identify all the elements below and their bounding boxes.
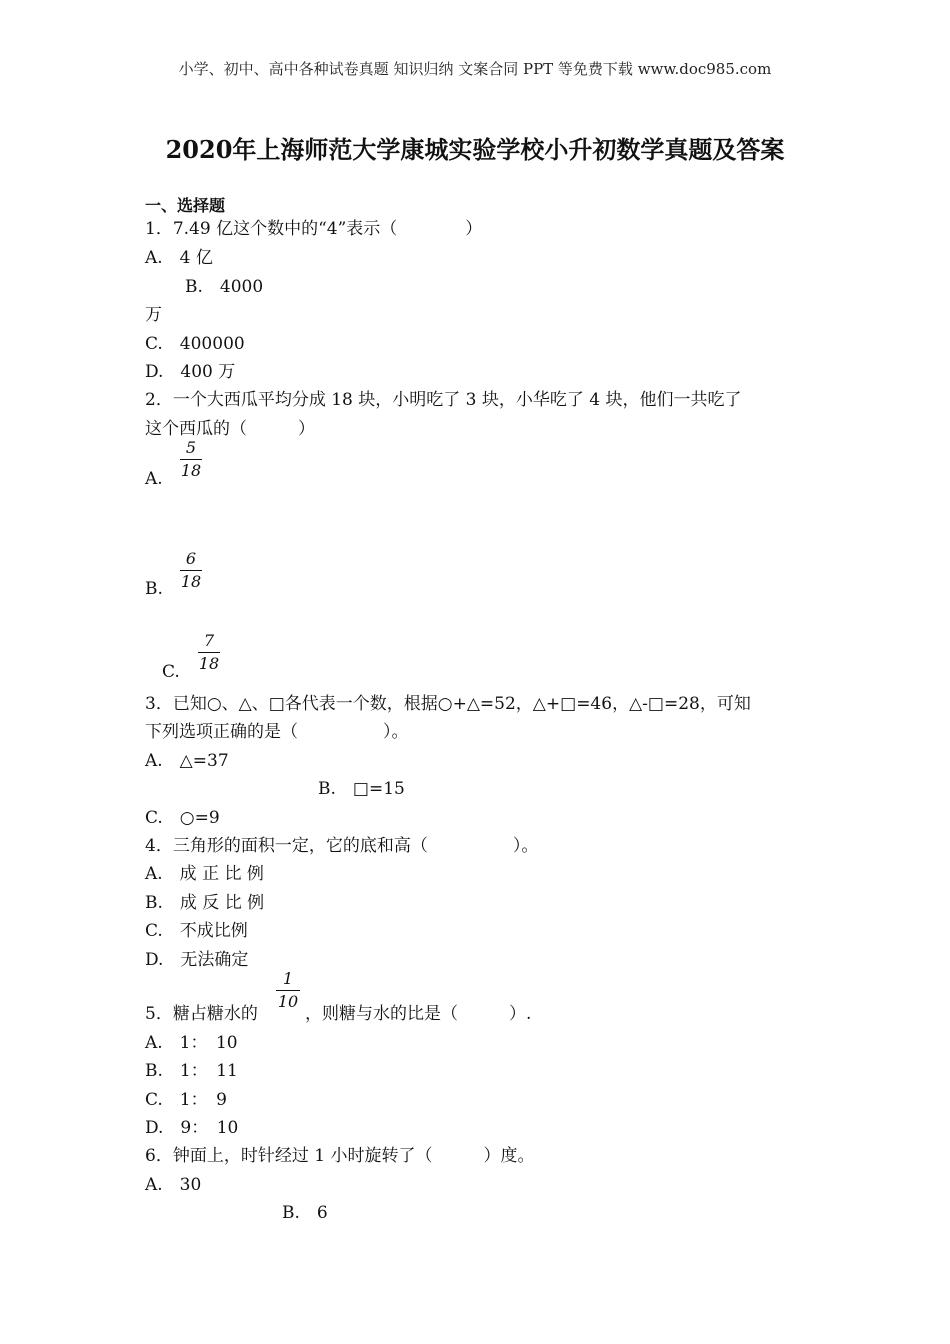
q1-option-a: A. 4 亿: [145, 248, 213, 268]
q3-option-a: A. △=37: [145, 751, 229, 771]
fraction-numerator: 5: [185, 438, 197, 457]
q3-option-c: C. ○=9: [145, 808, 220, 828]
q2-option-b-label: B.: [145, 579, 163, 599]
q1-option-b-continued: 万: [145, 305, 162, 325]
q3-option-b: B. □=15: [318, 779, 405, 799]
q2-option-c-fraction: [198, 631, 220, 674]
q2-stem-line1: 2．一个大西瓜平均分成 18 块，小明吃了 3 块，小华吃了 4 块，他们一共吃了: [145, 390, 742, 410]
q6-stem: 6．钟面上，时针经过 1 小时旋转了（ ）度。: [145, 1146, 535, 1166]
fraction-denominator: 18: [180, 461, 202, 480]
fraction-denominator: 18: [180, 572, 202, 591]
fraction-denominator: 18: [198, 654, 220, 673]
q5-option-c: C. 1： 9: [145, 1090, 227, 1110]
q5-fraction: [276, 969, 300, 1012]
q5-stem-prefix: 5．糖占糖水的: [145, 1004, 258, 1024]
fraction-bar: [198, 652, 220, 653]
q1-option-d: D. 400 万: [145, 362, 236, 382]
section-heading: 一、选择题: [145, 196, 226, 215]
fraction-bar: [180, 570, 202, 571]
q3-stem-line2: 下列选项正确的是（ ）。: [145, 722, 409, 742]
q5-option-d: D. 9： 10: [145, 1118, 239, 1138]
fraction-denominator: 10: [277, 992, 299, 1011]
q1-option-c: C. 400000: [145, 334, 245, 354]
page-header: 小学、初中、高中各种试卷真题 知识归纳 文案合同 PPT 等免费下载 www.doc985.com: [178, 60, 772, 78]
fraction-numerator: 6: [185, 549, 197, 568]
q3-stem-line1: 3．已知○、△、□各代表一个数，根据○+△=52，△+□=46，△-□=28，可知: [145, 694, 751, 714]
q2-option-a-fraction: [180, 438, 202, 481]
q6-option-b: B. 6: [282, 1203, 328, 1223]
q6-option-a: A. 30: [145, 1175, 202, 1195]
q2-option-a-label: A.: [145, 469, 163, 489]
q4-option-b: B. 成 反 比 例: [145, 893, 265, 913]
q1-option-b: B. 4000: [185, 277, 264, 297]
q4-option-c: C. 不成比例: [145, 921, 248, 941]
q4-stem: 4．三角形的面积一定，它的底和高（ ）。: [145, 836, 539, 856]
fraction-bar: [276, 990, 300, 991]
q4-option-a: A. 成 正 比 例: [145, 864, 264, 884]
q5-stem-suffix: ，则糖与水的比是（ ）.: [305, 1004, 532, 1024]
fraction-numerator: 7: [203, 631, 215, 650]
q2-stem-line2: 这个西瓜的（ ）: [145, 419, 315, 439]
q5-option-a: A. 1： 10: [145, 1033, 238, 1053]
q5-option-b: B. 1： 11: [145, 1061, 238, 1081]
fraction-bar: [180, 459, 202, 460]
fraction-numerator: 1: [282, 969, 294, 988]
q2-option-c-label: C.: [162, 662, 180, 682]
page-title: 2020年上海师范大学康城实验学校小升初数学真题及答案: [165, 135, 785, 164]
q1-stem: 1．7.49 亿这个数中的“4”表示（ ）: [145, 219, 483, 239]
q4-option-d: D. 无法确定: [145, 950, 249, 970]
q2-option-b-fraction: [180, 549, 202, 592]
